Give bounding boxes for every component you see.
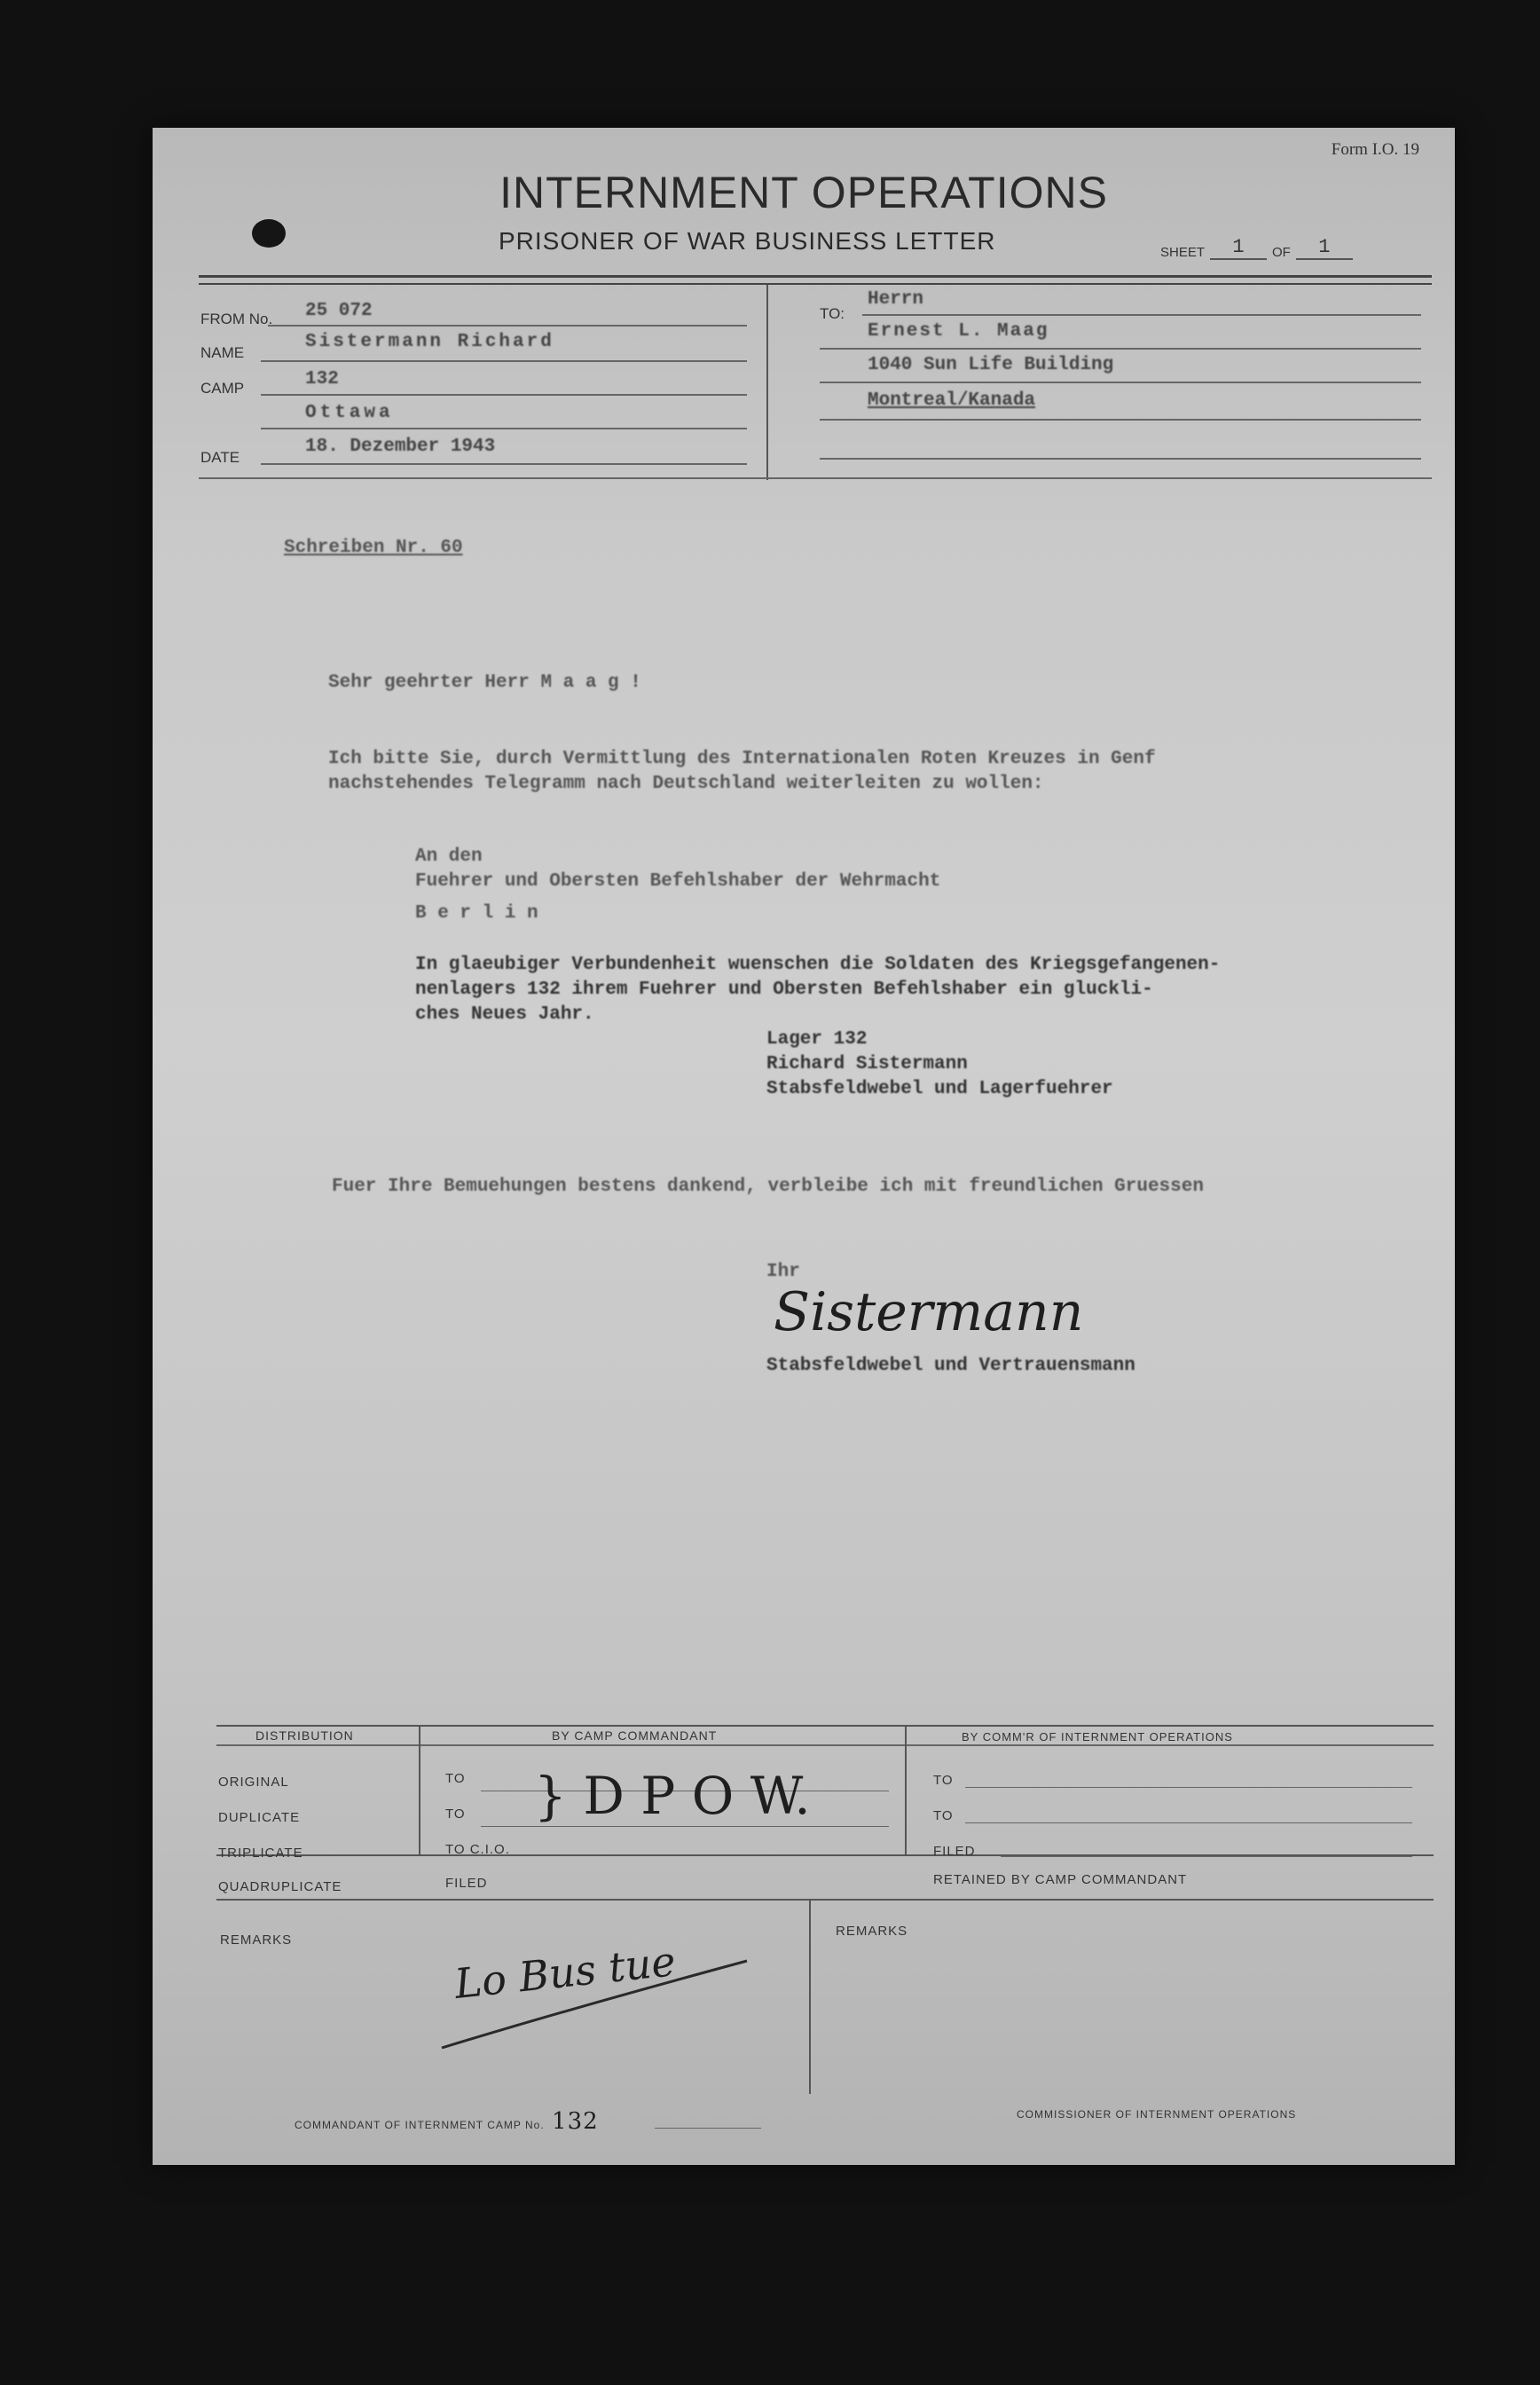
commandant-footer	[295, 2108, 599, 2135]
telegram-line-1: In glaeubiger Verbundenheit wuenschen die Soldaten des Kriegsgefangenen-	[415, 955, 1221, 975]
distribution-header-rule	[216, 1744, 1434, 1746]
addressee-2: Fuehrer und Obersten Befehlshaber der Wehrmacht	[415, 871, 941, 892]
punch-hole-mark	[252, 219, 286, 248]
form-number: Form I.O. 19	[1331, 140, 1419, 159]
handwritten-dpow: } D P O W.	[534, 1766, 811, 1826]
header-divider	[766, 285, 768, 480]
sheet-counter	[1160, 236, 1353, 260]
dist-row-duplicate: DUPLICATE	[218, 1810, 301, 1825]
camp-location: Ottawa	[305, 403, 394, 423]
handwritten-remark: Lo Bus tue	[452, 1937, 678, 2008]
addressee-3: B e r l i n	[415, 903, 538, 924]
comm-row-filed: FILED	[933, 1844, 976, 1859]
remarks-right-label: REMARKS	[836, 1924, 908, 1939]
recipient-line-3: 1040 Sun Life Building	[868, 355, 1114, 375]
commandant-camp-no-line	[655, 2128, 761, 2129]
header-rule-bottom	[199, 283, 1432, 285]
date-label: DATE	[200, 449, 240, 466]
header-base-rule	[199, 477, 1432, 479]
letter-sheet	[153, 128, 1455, 2165]
letter-salutation: Sehr geehrter Herr M a a g !	[328, 673, 641, 693]
from-no-line	[268, 325, 747, 327]
comm-filed-line	[1001, 1856, 1412, 1857]
form-subtitle: PRISONER OF WAR BUSINESS LETTER	[499, 227, 996, 255]
camp-line	[261, 394, 747, 396]
commandant-camp-no: 132	[552, 2108, 599, 2135]
distribution-header: DISTRIBUTION	[255, 1728, 354, 1743]
recipient-line-4: Montreal/Kanada	[868, 390, 1036, 411]
camp-row-filed: FILED	[445, 1876, 488, 1891]
camp-commandant-header: BY CAMP COMMANDANT	[552, 1728, 718, 1743]
comm-row-to-1: TO	[933, 1773, 954, 1788]
letter-intro-1: Ich bitte Sie, durch Vermittlung des Internationalen Roten Kreuzes in Genf	[328, 749, 1156, 769]
comm-row-retained: RETAINED BY CAMP COMMANDANT	[933, 1872, 1188, 1887]
remarks-top-rule	[216, 1899, 1434, 1901]
dist-row-quadruplicate: QUADRUPLICATE	[218, 1879, 342, 1894]
to-line-2	[820, 348, 1421, 350]
sheet-of-label: OF	[1272, 245, 1291, 260]
camp-row-to-2: TO	[445, 1806, 466, 1822]
form-title: INTERNMENT OPERATIONS	[499, 168, 1108, 217]
from-no-label: FROM No.	[200, 311, 273, 327]
letter-reference: Schreiben Nr. 60	[284, 538, 463, 558]
camp-value: 132	[305, 369, 339, 390]
addressee-1: An den	[415, 846, 483, 867]
to-line-4	[820, 419, 1421, 421]
to-line-1	[862, 314, 1421, 316]
commandant-footer-label: COMMANDANT OF INTERNMENT CAMP No.	[295, 2119, 545, 2131]
remarks-left-label: REMARKS	[220, 1932, 293, 1948]
to-label: TO:	[820, 305, 845, 322]
letter-intro-2: nachstehendes Telegramm nach Deutschland weiterleiten zu wollen:	[328, 774, 1044, 794]
recipient-line-2: Ernest L. Maag	[868, 321, 1049, 342]
name-line	[261, 360, 747, 362]
telegram-sign-1: Lager 132	[766, 1029, 868, 1050]
remark-strike-line	[436, 1956, 756, 2053]
distribution-top-rule	[216, 1725, 1434, 1727]
telegram-line-2: nenlagers 132 ihrem Fuehrer und Obersten Befehlshaber ein gluckli-	[415, 980, 1153, 1000]
name-label: NAME	[200, 344, 245, 361]
comm-to-line-1	[965, 1787, 1412, 1788]
sheet-total: 1	[1296, 236, 1353, 260]
to-line-3	[820, 382, 1421, 383]
camp-to-line-2	[481, 1826, 889, 1827]
letter-closing-ihr: Ihr	[766, 1262, 800, 1282]
header-rule-top	[199, 275, 1432, 278]
comm-row-to-2: TO	[933, 1808, 954, 1823]
handwritten-signature: Sistermann	[774, 1281, 1084, 1343]
telegram-sign-2: Richard Sistermann	[766, 1054, 968, 1074]
name-value: Sistermann Richard	[305, 332, 554, 352]
date-line	[261, 463, 747, 465]
signer-title: Stabsfeldwebel und Vertrauensmann	[766, 1356, 1135, 1376]
comm-to-line-2	[965, 1822, 1412, 1823]
distribution-col-divider-1	[419, 1725, 420, 1854]
camp-row-to-cio: TO C.I.O.	[445, 1842, 510, 1857]
camp-label: CAMP	[200, 380, 245, 397]
distribution-col-divider-2	[905, 1725, 907, 1854]
remarks-divider	[809, 1899, 811, 2094]
commissioner-footer: COMMISSIONER OF INTERNMENT OPERATIONS	[1017, 2108, 1297, 2121]
camp-line-2	[261, 428, 747, 429]
dist-row-triplicate: TRIPLICATE	[218, 1846, 303, 1861]
commissioner-header: BY COMM'R OF INTERNMENT OPERATIONS	[962, 1730, 1233, 1743]
from-no-value: 25 072	[305, 301, 373, 321]
camp-row-to-1: TO	[445, 1771, 466, 1786]
to-line-5	[820, 458, 1421, 460]
telegram-line-3: ches Neues Jahr.	[415, 1004, 594, 1025]
recipient-line-1: Herrn	[868, 289, 924, 310]
date-value: 18. Dezember 1943	[305, 437, 496, 457]
telegram-sign-3: Stabsfeldwebel und Lagerfuehrer	[766, 1079, 1113, 1099]
letter-closing: Fuer Ihre Bemuehungen bestens dankend, verbleibe ich mit freundlichen Gruessen	[332, 1177, 1204, 1197]
sheet-number: 1	[1210, 236, 1267, 260]
dist-row-original: ORIGINAL	[218, 1775, 289, 1790]
sheet-label: SHEET	[1160, 245, 1206, 260]
